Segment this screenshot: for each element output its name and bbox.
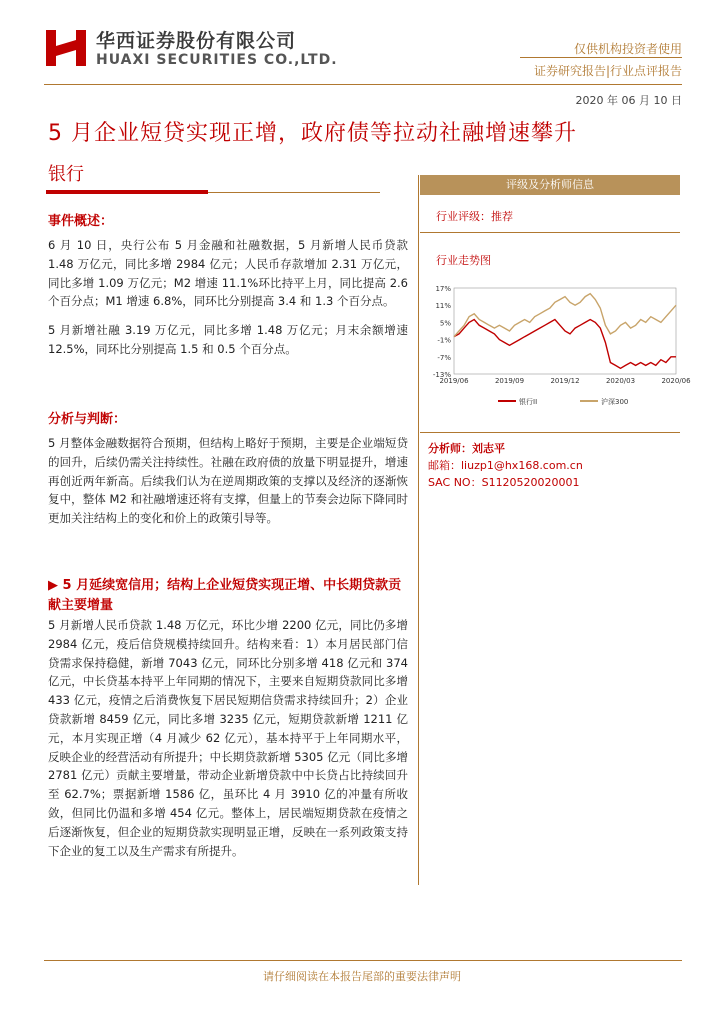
chart-y-tick-label: -13% [432, 371, 451, 379]
chart-y-tick-label: 11% [435, 302, 451, 311]
industry-red-bar [46, 190, 208, 194]
chart-x-tick-label: 2020/03 [605, 377, 636, 385]
chart-y-tick-label: -7% [437, 353, 451, 362]
report-type: 证券研究报告|行业点评报告 [533, 64, 682, 78]
chart-y-tick-label: 17% [435, 285, 451, 293]
analyst-sac: SAC NO：S1120520020001 [428, 476, 580, 489]
sidebar-left-border [418, 175, 419, 885]
section1-heading: ▶ 5 月延续宽信用；结构上企业短贷实现正增、中长期贷款贡献主要增量 [48, 578, 402, 613]
header-rule [44, 84, 682, 85]
chart-y-tick-label: 5% [439, 319, 451, 328]
analyst-email[interactable]: 邮箱：liuzp1@hx168.com.cn [428, 459, 583, 472]
analyst-name: 分析师：刘志平 [428, 442, 505, 455]
trend-chart [428, 282, 691, 412]
event-heading: 事件概述： [48, 214, 114, 229]
industry-rating: 行业评级：推荐 [436, 210, 513, 223]
footer-rule [44, 960, 682, 961]
chart-x-tick-label: 2019/06 [439, 377, 469, 385]
company-name-en: HUAXI SECURITIES CO.,LTD. [96, 52, 338, 68]
audience-notice: 仅供机构投资者使用 [573, 42, 682, 56]
section1-body [48, 616, 408, 860]
footer-disclaimer: 请仔细阅读在本报告尾部的重要法律声明 [263, 970, 461, 983]
chart-legend-label-1: 沪深300 [601, 398, 629, 406]
company-logo-icon [44, 26, 88, 70]
sidebar-rule-2 [420, 432, 680, 433]
analysis-body [48, 434, 408, 528]
report-title: 5 月企业短贷实现正增，政府债等拉动社融增速攀升 [48, 121, 577, 146]
trend-label: 行业走势图 [436, 254, 491, 267]
sidebar-header: 评级及分析师信息 [420, 175, 680, 195]
industry-label: 银行 [48, 164, 84, 185]
event-paragraph-2: 5 月新增社融 3.19 万亿元，同比多增 1.48 万亿元；月末余额增速 12.5%，同环比分别提高 1.5 和 0.5 个百分点。 [48, 323, 408, 356]
report-date: 2020 年 06 月 10 日 [575, 94, 682, 107]
section1-paragraph: 5 月新增人民币贷款 1.48 万亿元，环比少增 2200 亿元，同比仍多增 2984 亿元，疫后信贷规模持续回升。结构来看：1）本月居民部门信贷需求保持稳健，新增 7043 亿元，同环比分别多增 418 亿元和 374 亿元，中长贷基本持平上年同期的情况下，主要来自短期贷款同比多增 433 亿元，疫情之后消费恢复下居民短期信贷需求持续回升；2）企业贷款新增 8459 亿元，同比多增 3235 亿元，短期贷款新增 1211 亿元，本月实现正增（4 月减少 62 亿元），基本持平于上年同期水平，反映企业的经营活动有所提升；中长期贷款新增 5305 亿元（同比多增 2781 亿元）贡献主要增量，带动企业新增贷款中中长贷占比持续回升至 62.7%；票据新增 1586 亿，虽环比 4 月 3910 亿的冲量有所收敛，但同比仍温和多增 454 亿元。整体上，居民端短期贷款在疫情之后逐渐恢复，但企业的短期贷款实现明显正增，反映在一系列政策支持下企业的复工以及生产需求有所提升。 [48, 618, 408, 858]
analysis-heading: 分析与判断： [48, 412, 127, 427]
analysis-paragraph: 5 月整体金融数据符合预期，但结构上略好于预期，主要是企业端短贷的回升，后续仍需关注持续性。社融在政府债的放量下明显提升，增速再创近两年新高。后续我们认为在逆周期政策的支撑以及经济的逐渐恢复中，整体 M2 和社融增速还将有支撑，但量上的节奏会边际下降同时更加关注结构上的变化和价上的政策引导等。 [48, 436, 408, 526]
chart-legend-label-0: 银行II [519, 398, 538, 406]
chart-series-line-0 [454, 320, 676, 369]
company-name-cn: 华西证券股份有限公司 [96, 30, 297, 52]
chart-x-tick-label: 2020/06 [661, 377, 691, 385]
event-paragraph-1: 6 月 10 日，央行公布 5 月金融和社融数据，5 月新增人民币贷款 1.48 万亿元，同比多增 2984 亿元；人民币存款增加 2.31 万亿元，同比多增 1.09 万亿元；M2 增速 11.1%环比持平上月，同比提高 2.6 个百分点；M1 增速 6.8%，同环比分别提高 3.4 和 1.3 个百分点。 [48, 238, 408, 309]
header-divider [520, 57, 682, 58]
chart-x-tick-label: 2019/09 [494, 377, 525, 385]
sidebar-rule-1 [420, 232, 680, 233]
chart-y-tick-label: -1% [437, 336, 451, 345]
industry-gold-line [208, 192, 380, 193]
event-body [48, 236, 408, 359]
chart-x-tick-label: 2019/12 [550, 377, 580, 385]
